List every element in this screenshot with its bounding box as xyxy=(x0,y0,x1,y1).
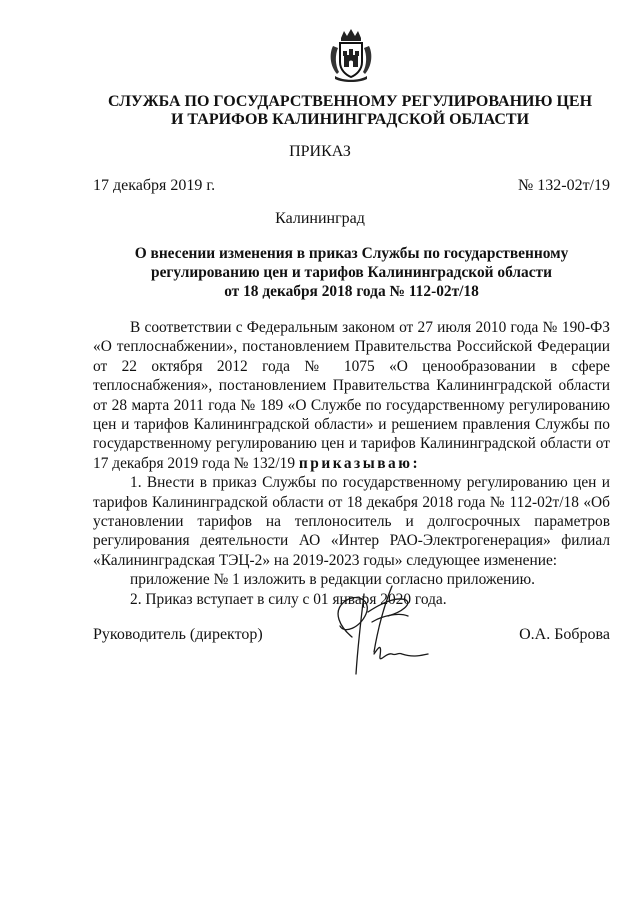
document-date: 17 декабря 2019 г. xyxy=(93,177,216,194)
signatory-role: Руководитель (директор) xyxy=(93,626,263,643)
agency-name xyxy=(60,93,640,129)
body-paragraph: 1. Внести в приказ Службы по государственному регулированию цен и тарифов Калининградской области от 18 декабря 2018 года № 112-02т/18 «Об установлении тарифов на теплоноситель и долгосрочных параметров регулирования деятельности АО «Интер РАО-Электрогенерация» филиал «Калининградская ТЭЦ-2» на 2019-2023 годы» следующее изменение: xyxy=(93,474,610,569)
agency-name-line-1: СЛУЖБА ПО ГОСУДАРСТВЕННОМУ РЕГУЛИРОВАНИЮ ЦЕН xyxy=(107,93,593,110)
body-paragraph: приложение № 1 изложить в редакции согласно приложению. xyxy=(130,571,535,589)
handwritten-signature xyxy=(322,582,432,682)
document-subject xyxy=(93,244,610,301)
document-number: № 132-02т/19 xyxy=(517,177,610,194)
signatory-name: О.А. Боброва xyxy=(519,626,610,643)
subject-line-1: О внесении изменения в приказ Службы по государственному xyxy=(134,245,569,262)
subject-line-2: регулированию цен и тарифов Калининградской области xyxy=(151,264,552,281)
document-city: Калининград xyxy=(275,210,365,227)
agency-name-line-2: И ТАРИФОВ КАЛИНИНГРАДСКОЙ ОБЛАСТИ xyxy=(170,111,530,128)
body-paragraph: 2. Приказ вступает в силу с 01 января 2020 года. xyxy=(130,590,447,608)
subject-line-3: от 18 декабря 2018 года № 112-02т/18 xyxy=(224,283,479,300)
coat-of-arms-icon xyxy=(327,28,375,82)
preamble-text: В соответствии с Федеральным законом от 27 июля 2010 года № 190-ФЗ «О теплоснабжении», постановлением Правительства Российской Федерации от 22 октября 2012 года № 1075 «О ценообразовании в сфере теплоснабжения», постановлением Правительства Калининградской области от 28 марта 2011 года № 189 «О Службе по государственному регулированию цен и тарифов Калининградской области» и решением правления Службы по государственному регулированию цен и тарифов Калининградской области от 17 декабря 2019 года № 132/19 xyxy=(93,319,610,472)
body-paragraph xyxy=(93,318,610,473)
document-type: ПРИКАЗ xyxy=(289,143,351,160)
order-keyword: приказываю: xyxy=(298,454,421,472)
document-body xyxy=(93,318,610,609)
